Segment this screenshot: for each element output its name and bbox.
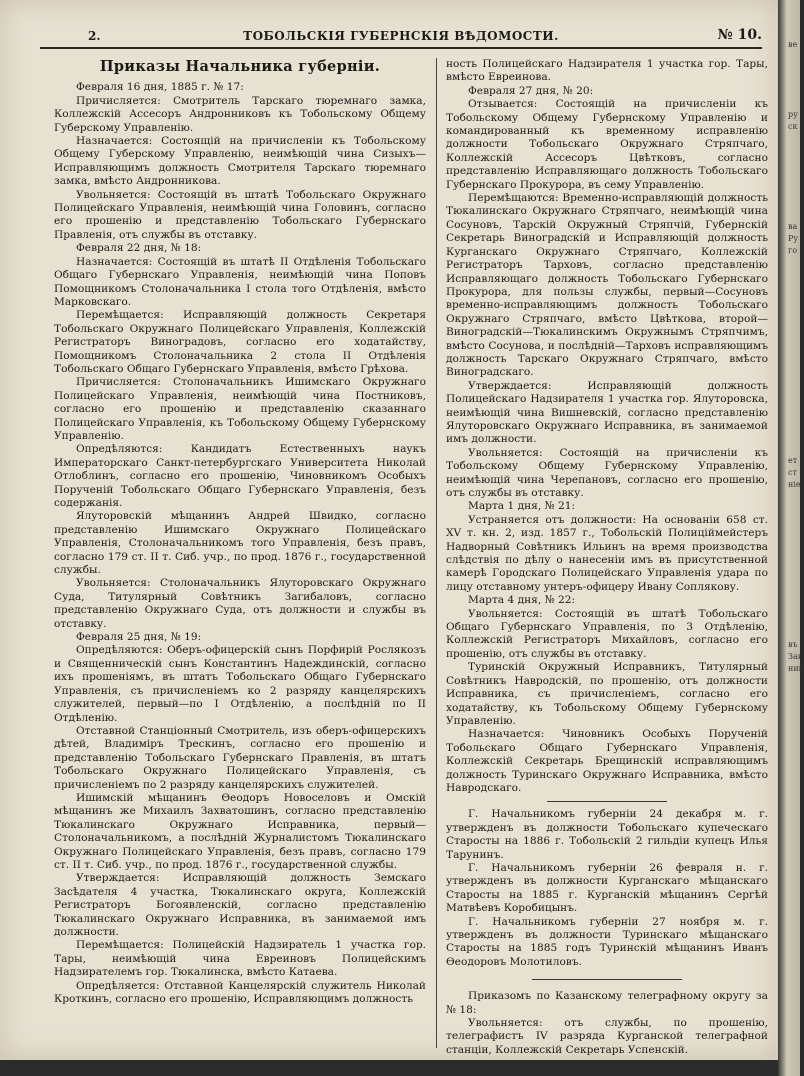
paragraph: Отставной Станціонный Смотритель, изъ оберъ-офицерскихъ дѣтей, Владиміръ Трескинъ, согласно его прошенію и представленію Тобольскаго Губернскаго Правленія, въ штатъ Тобольскаго Окружнаго Полицейскаго Управленія, съ причисленіемъ по 2 разряду канцелярскихъ служителей. xyxy=(54,724,426,791)
left-column xyxy=(54,58,426,1053)
paragraph: Утверждается: Исправляющій должность Земскаго Засѣдателя 4 участка, Тюкалинскаго округа, Коллежскій Регистраторъ Богоявленскій, согласно представленію Тюкалинскаго Окружнаго Исправника, въ занимаемой имъ должности. xyxy=(54,872,426,938)
edge-text: ру xyxy=(788,110,798,119)
paragraph: Опредѣляются: Кандидатъ Естественныхъ наукъ Императорскаго Санкт-петербургскаго Университета Николай Отлоблинъ, согласно его прошенію, Чиновникомъ Особыхъ Порученій Тобольскаго Общаго Губернскаго Управленія, безъ содержанія. xyxy=(54,443,426,509)
page-header xyxy=(40,25,762,49)
order-date: Февраля 22 дня, № 18: xyxy=(76,242,202,255)
edge-text: ве xyxy=(788,40,798,49)
paragraph: Причисляется: Столоначальникъ Ишимскаго Окружнаго Полицейскаго Управленія, неимѣющій чина Постниковъ, согласно его прошенію и представленію сказаннаго Полицейскаго Управленія, къ Тобольскому Общему Губернскому Управленію. xyxy=(54,376,426,442)
edge-text: ник xyxy=(788,664,804,673)
edge-text: ва xyxy=(788,222,798,231)
paragraph: Г. Начальникомъ губерніи 27 ноября м. г. утвержденъ въ должности Туринскаго мѣщанскаго Старосты на 1885 годъ Туринскій мѣщанинъ Иванъ Ѳеодоровъ Молотиловъ. xyxy=(446,915,768,968)
edge-text: ет xyxy=(788,456,798,465)
paragraph: Причисляется: Смотритель Тарскаго тюремнаго замка, Коллежскій Ассесоръ Андронниковъ къ Тобольскому Общему Губерскому Управленію. xyxy=(54,94,426,134)
paragraph: Увольняется: Состоящій на причисленіи къ Тобольскому Общему Губернскому Управленію, неимѣющій чина Черепановъ, согласно его прошенію, отъ службы въ отставку. xyxy=(446,446,768,499)
issue-number: № 10. xyxy=(717,27,762,43)
order-date: Февраля 16 дня, 1885 г. № 17: xyxy=(76,81,244,94)
scan-border xyxy=(0,1060,778,1076)
edge-text: ст xyxy=(788,468,797,477)
order-date: Февраля 27 дня, № 20: xyxy=(468,84,594,97)
paragraph: Опредѣляются: Оберъ-офицерскій сынъ Порфирій Рослякозъ и Священническій сынъ Константинъ Надеждинскій, согласно ихъ прошеніямъ, въ штатъ Тобольскаго Общаго Губернскаго Управленія, съ причисленіемъ ко 2 разряду канцелярскихъ служителей, первый—по I Отдѣленію, а послѣдній по II Отдѣленію. xyxy=(54,644,426,724)
order-date: Марта 1 дня, № 21: xyxy=(468,500,576,513)
paragraph: Назначается: Состоящій на причисленіи къ Тобольскому Общему Губерскому Управленію, неимѣющій чина Сизыхъ— Исправляющимъ должность Смотрителя Тарскаго тюремнаго замка, вмѣсто Андронникова. xyxy=(54,135,426,188)
section-heading: Приказы Начальника губерніи. xyxy=(99,58,381,75)
paragraph: Увольняется: Состоящій въ штатѣ Тобольскаго Окружнаго Полицейскаго Управленія, неимѣющій чина Головинъ, согласно его прошенію и представленію Тобольскаго Губернскаго Правленія, отъ службы въ отставку. xyxy=(54,188,426,241)
paragraph: Увольняется: Состоящій въ штатѣ Тобольскаго Общаго Губернскаго Управленія, по 3 Отдѣленію, Коллежскій Регистраторъ Михайловъ, согласно его прошенію, отъ службы въ отставку. xyxy=(446,607,768,660)
column-divider xyxy=(436,58,437,1048)
section-divider xyxy=(532,979,682,980)
paragraph: Увольняется: отъ службы, по прошенію, телеграфистъ IV разряда Курганской телеграфной станціи, Коллежскій Секретарь Успенскій. xyxy=(446,1017,768,1056)
paragraph: Перемѣщаются: Временно-исправляющій должность Тюкалинскаго Окружнаго Стряпчаго, неимѣющій чина Сосуновъ, Тарскій Окружный Стряпчій, Губернскій Секретарь Виноградскій и Исправляющій должность Курганскаго Окружнаго Стряпчаго, Коллежскій Регистраторъ Тарховъ, согласно представленію Исправляющаго должность Тобольскаго Губернскаго Прокурора, для пользы службы, первый—Сосуновъ временно-исправляющимъ должность Тобольскаго Окружнаго Стряпчаго, вмѣсто Цвѣткова, второй—Виноградскій—Тюкалинскимъ Окружнымъ Стряпчимъ, вмѣсто Сосунова, и послѣдній—Тарховъ исправляющимъ должность Тарскаго Окружнаго Стряпчаго, вмѣсто Виноградскаго. xyxy=(446,192,768,379)
newspaper-title: ТОБОЛЬСКІЯ ГУБЕРНСКІЯ ВѢДОМОСТИ. xyxy=(243,29,559,43)
paragraph: Увольняется: Столоначальникъ Ялуторовскаго Окружнаго Суда, Титулярный Совѣтникъ Загибаловъ, согласно представленію Окружнаго Суда, отъ должности и службы въ отставку. xyxy=(54,577,426,630)
paragraph: Устраняется отъ должности: На основаніи 658 ст. XV т. кн. 2, изд. 1857 г., Тобольскій Полиціймейстеръ Надворный Совѣтникъ Ильинъ на время производства слѣдствія по дѣлу о нанесеніи имъ въ присутственной камерѣ Городскаго Полицейскаго Управленія удара по лицу отставному унтеръ-офицеру Ивану Соплякову. xyxy=(446,513,768,593)
paragraph: Утверждается: Исправляющій должность Полицейскаго Надзирателя 1 участка гор. Ялуторовска, неимѣющій чина Вишневскій, согласно представленію Ялуторовскаго Окружнаго Исправника, въ занимаемой имъ должности. xyxy=(446,379,768,446)
paragraph: Приказомъ по Казанскому телеграфному округу за № 18: xyxy=(446,990,768,1016)
paragraph: Назначается: Чиновникъ Особыхъ Порученій Тобольскаго Общаго Губернскаго Управленія, Коллежскій Секретарь Брещинскій исправляющимъ должность Туринскаго Окружнаго Исправника, вмѣсто Навродскаго. xyxy=(446,728,768,794)
edge-text: въ xyxy=(788,640,798,649)
section-divider xyxy=(547,801,667,802)
paragraph: Г. Начальникомъ губерніи 26 февраля н. г. утвержденъ въ должности Курганскаго мѣщанскаго Старосты на 1885 г. Курганскій мѣщанинъ Сергѣй Матвѣевъ Коробицынъ. xyxy=(446,861,768,915)
paragraph: Опредѣляется: Отставной Канцелярскій служитель Николай Кроткинъ, согласно его прошенію, Исправляющимъ должность xyxy=(54,979,426,1006)
paragraph: Назначается: Состоящій въ штатѣ II Отдѣленія Тобольскаго Общаго Губернскаго Управленія, неимѣющій чина Поповъ Помощникомъ Столоначальника I стола того Отдѣленія, вмѣсто Марковскаго. xyxy=(54,255,426,308)
edge-text: Ру xyxy=(788,234,799,243)
paragraph: Перемѣщается: Полицейскій Надзиратель 1 участка гор. Тары, неимѣющій чина Евреиновъ Полицейскимъ Надзирателемъ гор. Тюкалинска, вмѣсто Катаева. xyxy=(54,939,426,979)
paragraph: Туринскій Окружный Исправникъ, Титулярный Совѣтникъ Навродскій, по прошенію, отъ должности Исправника, съ причисленіемъ, согласно его ходатайству, къ Тобольскому Общему Губернскому Управленію. xyxy=(446,661,768,727)
order-date: Марта 4 дня, № 22: xyxy=(468,594,576,607)
paragraph: Ялуторовскій мѣщанинъ Андрей Швидко, согласно представленію Ишимскаго Окружнаго Полицейскаго Управленія, Столоначальникомъ того Управленія, безъ правъ, согласно 179 ст. II т. Сиб. учр., по прод. 1876 г., государственной службы. xyxy=(54,510,426,577)
edge-text: го xyxy=(788,246,798,255)
right-column xyxy=(446,58,768,1056)
paragraph: Г. Начальникомъ губерніи 24 декабря м. г. утвержденъ въ должности Тобольскаго купеческаго Старосты на 1886 г. Тобольскій 2 гильдіи купецъ Илья Тарунинъ. xyxy=(446,808,768,861)
paragraph: Ишимскій мѣщанинъ Ѳеодоръ Новоселовъ и Омскій мѣщанинъ же Михаилъ Захватошинъ, согласно представленію Тюкалинскаго Окружнаго Исправника, первый—Столоначальникомъ, а послѣдній Журналистомъ Тюкалинскаго Окружнаго Полицейскаго Управленія, безъ правъ, согласно 179 ст. II т. Сиб. учр., по прод. 1876 г., государственной службы. xyxy=(54,791,426,871)
edge-text: ніе xyxy=(788,480,801,489)
paragraph: Перемѣщается: Исправляющій должность Секретаря Тобольскаго Окружнаго Полицейскаго Управленія, Коллежскій Регистраторъ Виноградовъ, согласно его ходатайству, Помощникомъ Столоначальника 2 стола II Отдѣленія Тобольскаго Общаго Губернскаго Управленія, вмѣсто Грѣхова. xyxy=(54,309,426,375)
order-date: Февраля 25 дня, № 19: xyxy=(76,631,202,644)
paragraph: Отзывается: Состоящій на причисленіи къ Тобольскому Общему Губернскому Управленію и командированный къ временному исправленію должности Тобольскаго Окружнаго Стряпчаго, Коллежскій Ассесоръ Цвѣтковъ, согласно представленію Исправляющаго должность Тобольскаго Губернскаго Прокурора, въ сему Управленію. xyxy=(446,98,768,191)
edge-text: ск xyxy=(788,122,798,131)
paragraph-continued: ность Полицейскаго Надзирателя 1 участка гор. Тары, вмѣсто Евреинова. xyxy=(446,58,768,84)
page-number: 2. xyxy=(88,29,101,43)
edge-text: Зав xyxy=(788,652,803,661)
adjacent-page-edge xyxy=(778,0,804,1076)
